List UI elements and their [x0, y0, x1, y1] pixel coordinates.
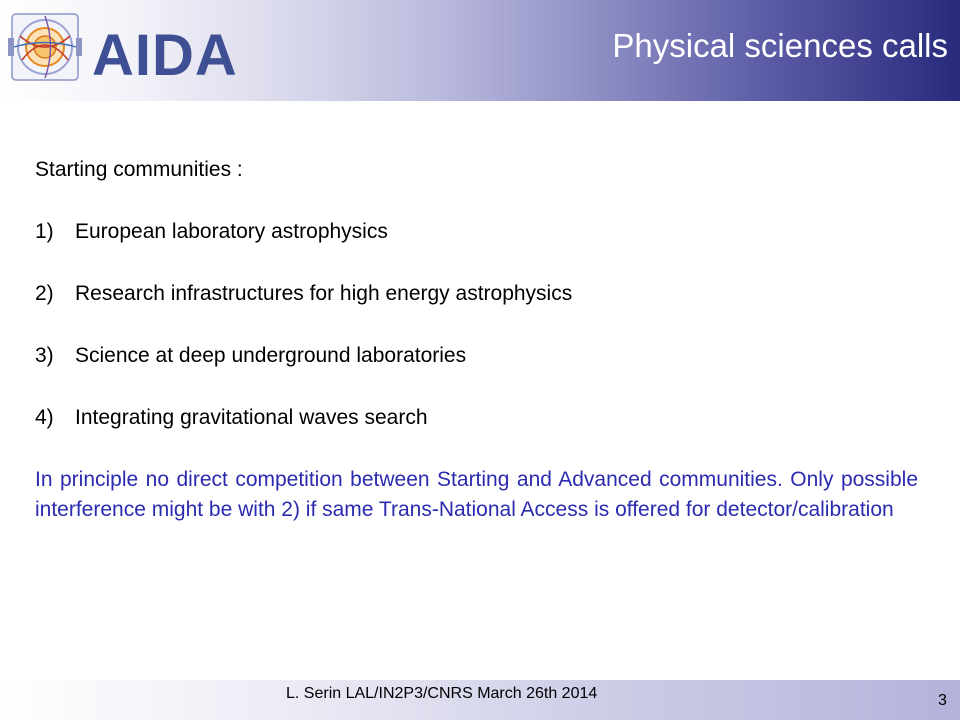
list-number: 1) [35, 220, 54, 243]
list-item [35, 217, 918, 247]
page-number: 3 [938, 692, 947, 709]
aida-logo [6, 8, 256, 88]
list-text: Science at deep underground laboratories [75, 344, 467, 367]
intro-text: Starting communities : [35, 158, 243, 181]
list-text: European laboratory astrophysics [75, 220, 388, 243]
list-item [35, 279, 918, 309]
detector-logo-icon [8, 14, 82, 80]
slide-content [35, 155, 918, 525]
logo-text: AIDA [92, 23, 238, 88]
list-item [35, 341, 918, 371]
list-text: Integrating gravitational waves search [75, 406, 428, 429]
list-number: 3) [35, 344, 54, 367]
footer-text: L. Serin LAL/IN2P3/CNRS March 26th 2014 [286, 685, 598, 702]
list-text: Research infrastructures for high energy astrophysics [75, 282, 573, 305]
list-number: 4) [35, 406, 54, 429]
slide-title: Physical sciences calls [612, 27, 948, 64]
communities-list [35, 217, 918, 433]
list-item [35, 403, 918, 433]
list-number: 2) [35, 282, 54, 305]
note-text: In principle no direct competition between Starting and Advanced communities. Only possible interference might be with 2) if same Trans-National Access is offered for detector/calibration [35, 468, 918, 521]
